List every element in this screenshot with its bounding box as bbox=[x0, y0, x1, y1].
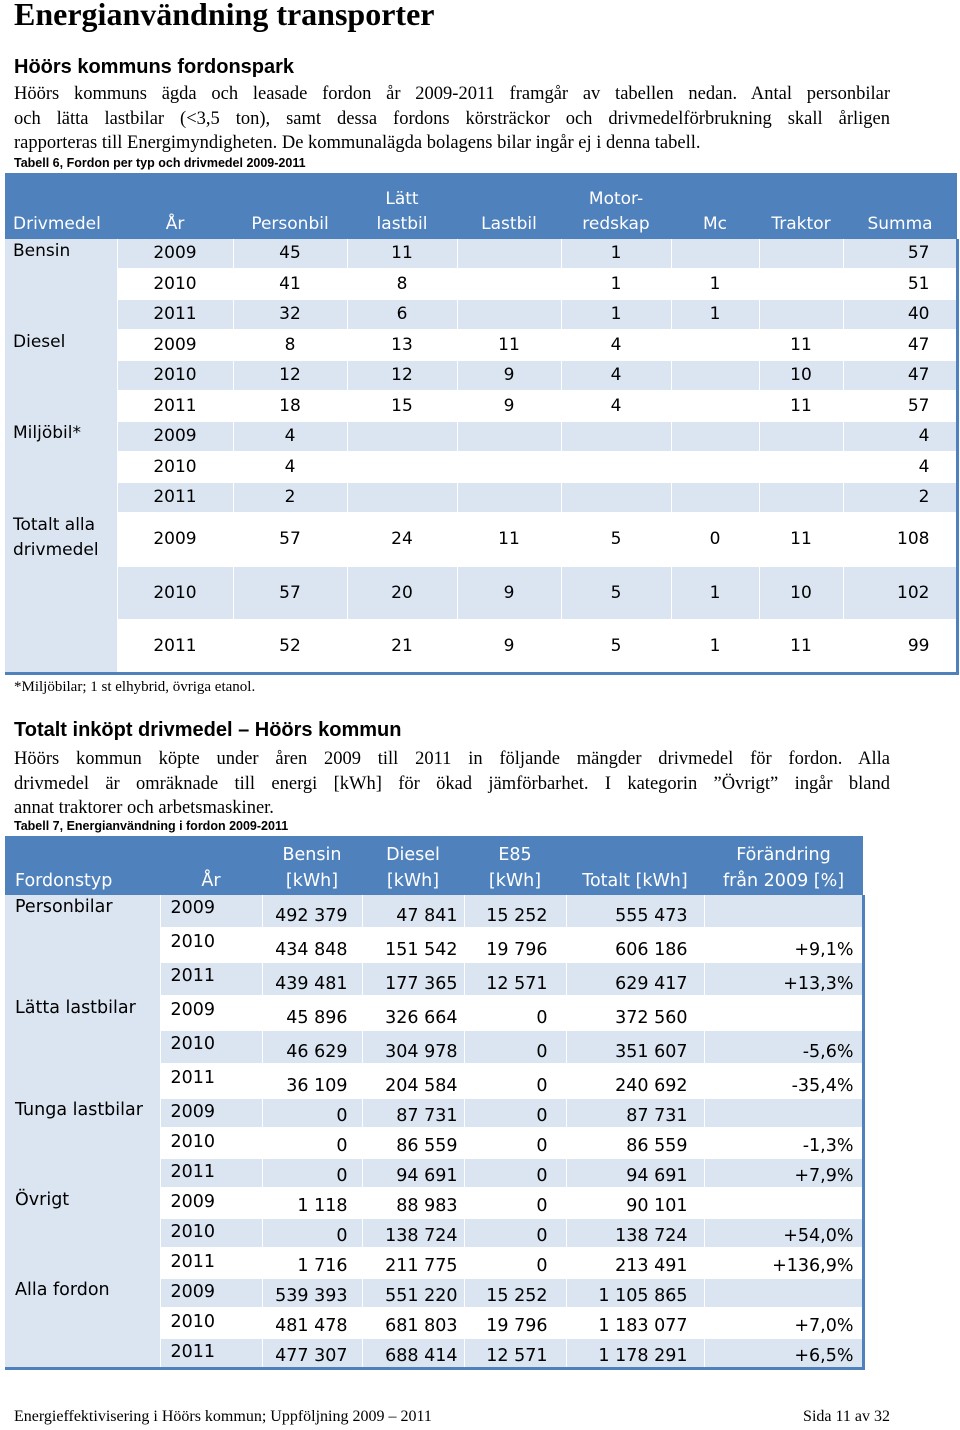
table-cell: 57 bbox=[233, 566, 347, 620]
column-header bbox=[5, 173, 117, 239]
table-cell: 326 664 bbox=[362, 996, 464, 1030]
table-cell: 2009 bbox=[117, 513, 233, 567]
table-cell bbox=[457, 482, 561, 513]
table-cell: 108 bbox=[843, 513, 957, 567]
table-cell: -35,4% bbox=[704, 1064, 863, 1098]
table-cell: 11 bbox=[759, 391, 843, 422]
table-cell: 41 bbox=[233, 269, 347, 300]
table-cell: 15 252 bbox=[464, 1278, 566, 1308]
table-cell: 0 bbox=[464, 1098, 566, 1128]
table-cell: 1 bbox=[671, 299, 759, 330]
table-cell bbox=[759, 421, 843, 452]
table-cell: 177 365 bbox=[362, 962, 464, 996]
table-cell: 86 559 bbox=[362, 1128, 464, 1158]
table-cell: 151 542 bbox=[362, 928, 464, 962]
table-cell: 204 584 bbox=[362, 1064, 464, 1098]
table-cell bbox=[457, 452, 561, 483]
table-cell: 2011 bbox=[160, 1064, 262, 1098]
footer-page-number: Sida 11 av 32 bbox=[803, 1408, 890, 1425]
table-cell: 0 bbox=[464, 1218, 566, 1248]
column-header-line: Mc bbox=[702, 214, 727, 234]
row-group-label-line: Miljöbil* bbox=[13, 423, 81, 443]
section-paragraph-fordonspark bbox=[14, 82, 890, 156]
table-cell: 4 bbox=[843, 452, 957, 483]
table-cell: -5,6% bbox=[704, 1030, 863, 1064]
column-header-line: Bensin bbox=[282, 845, 342, 865]
table-cell: +13,3% bbox=[704, 962, 863, 996]
footer-document-title: Energieffektivisering i Höörs kommun; Uppföljning 2009 – 2011 bbox=[14, 1408, 432, 1425]
table-row bbox=[5, 391, 957, 422]
row-group-label: Övrigt bbox=[5, 1188, 160, 1278]
table-cell: 20 bbox=[347, 566, 457, 620]
table-cell: 555 473 bbox=[566, 895, 704, 928]
table-cell: 1 105 865 bbox=[566, 1278, 704, 1308]
table-footnote: *Miljöbilar; 1 st elhybrid, övriga etanol. bbox=[14, 679, 256, 695]
table-cell: 0 bbox=[464, 1064, 566, 1098]
table-row bbox=[5, 482, 957, 513]
table-cell: 2009 bbox=[117, 330, 233, 361]
column-header-line: lastbil bbox=[376, 214, 428, 234]
column-header-line: E85 bbox=[498, 845, 532, 865]
table-cell: +6,5% bbox=[704, 1338, 863, 1369]
table-cell: 2010 bbox=[117, 269, 233, 300]
table-cell: 0 bbox=[671, 513, 759, 567]
table-cell: 0 bbox=[464, 1188, 566, 1218]
table-cell: 99 bbox=[843, 620, 957, 674]
table-cell: 138 724 bbox=[362, 1218, 464, 1248]
table-cell: 36 109 bbox=[262, 1064, 362, 1098]
table-cell bbox=[759, 452, 843, 483]
column-header-line: Motor- bbox=[588, 189, 644, 209]
column-header-line: Förändring bbox=[736, 845, 831, 865]
column-header bbox=[561, 173, 671, 239]
row-group-label bbox=[5, 421, 117, 513]
column-header bbox=[233, 173, 347, 239]
table-cell: 11 bbox=[457, 330, 561, 361]
table-cell bbox=[704, 996, 863, 1030]
table-cell: 10 bbox=[759, 360, 843, 391]
table-cell: 0 bbox=[464, 1128, 566, 1158]
row-group-label bbox=[5, 330, 117, 422]
table-cell: 9 bbox=[457, 391, 561, 422]
table-cell bbox=[457, 421, 561, 452]
section-heading-fordonspark: Höörs kommuns fordonspark bbox=[14, 56, 295, 78]
table-cell bbox=[704, 1098, 863, 1128]
table-cell: 477 307 bbox=[262, 1338, 362, 1369]
table-cell bbox=[347, 421, 457, 452]
table-cell: 11 bbox=[457, 513, 561, 567]
table-cell: 372 560 bbox=[566, 996, 704, 1030]
table-cell: 2 bbox=[233, 482, 347, 513]
column-header bbox=[160, 836, 262, 895]
column-header-line: redskap bbox=[582, 214, 650, 234]
table-cell: 32 bbox=[233, 299, 347, 330]
paragraph-line: Höörs kommun köpte under åren 2009 till 2011 in följande mängder drivmedel för fordon. Alla bbox=[14, 749, 890, 769]
table-cell: 4 bbox=[233, 421, 347, 452]
table-cell: 551 220 bbox=[362, 1278, 464, 1308]
table-cell: 2 bbox=[843, 482, 957, 513]
table-cell: 2009 bbox=[160, 895, 262, 928]
column-header-line: Fordonstyp bbox=[15, 871, 113, 891]
table-row bbox=[5, 299, 957, 330]
table-cell: 0 bbox=[464, 1158, 566, 1188]
table-cell bbox=[347, 452, 457, 483]
table-cell: 0 bbox=[262, 1098, 362, 1128]
column-header bbox=[117, 173, 233, 239]
table-cell: 47 bbox=[843, 330, 957, 361]
table-cell: 5 bbox=[561, 566, 671, 620]
table-cell: 2011 bbox=[117, 620, 233, 674]
table-cell: 94 691 bbox=[362, 1158, 464, 1188]
row-group-label-line: Diesel bbox=[13, 331, 66, 352]
table-cell bbox=[671, 421, 759, 452]
table-cell: 539 393 bbox=[262, 1278, 362, 1308]
table-cell: 11 bbox=[347, 239, 457, 269]
table-cell: 492 379 bbox=[262, 895, 362, 928]
table-cell: 12 bbox=[347, 360, 457, 391]
table-cell: 2011 bbox=[160, 1248, 262, 1278]
table-row bbox=[5, 1278, 863, 1308]
table-row bbox=[5, 566, 957, 620]
table-cell: 88 983 bbox=[362, 1188, 464, 1218]
paragraph-line: drivmedel är omräknade till energi [kWh] för ökad jämförbarhet. I kategorin ”Övrigt” ingår bland bbox=[14, 773, 890, 794]
table-cell: 8 bbox=[347, 269, 457, 300]
table-cell: 8 bbox=[233, 330, 347, 361]
table-row bbox=[5, 1188, 863, 1218]
table-row bbox=[5, 360, 957, 391]
table-cell: 1 183 077 bbox=[566, 1308, 704, 1338]
table-cell: 45 896 bbox=[262, 996, 362, 1030]
table-row bbox=[5, 895, 863, 928]
table-cell: 4 bbox=[843, 421, 957, 452]
table-cell: 2011 bbox=[117, 391, 233, 422]
table-cell bbox=[759, 239, 843, 269]
table-cell: 5 bbox=[561, 513, 671, 567]
table-cell bbox=[704, 895, 863, 928]
table-cell: 213 491 bbox=[566, 1248, 704, 1278]
column-header bbox=[843, 173, 957, 239]
table-cell: 0 bbox=[464, 996, 566, 1030]
table-row bbox=[5, 269, 957, 300]
table-cell: 57 bbox=[843, 239, 957, 269]
table-cell: 1 bbox=[671, 620, 759, 674]
column-header-line: Diesel bbox=[386, 845, 440, 865]
table-cell bbox=[671, 482, 759, 513]
table-cell: 11 bbox=[759, 330, 843, 361]
table-cell: 51 bbox=[843, 269, 957, 300]
table-row bbox=[5, 996, 863, 1030]
table-cell: 1 bbox=[561, 239, 671, 269]
table-cell: 0 bbox=[262, 1158, 362, 1188]
table-cell: 18 bbox=[233, 391, 347, 422]
table-row bbox=[5, 452, 957, 483]
table-cell bbox=[347, 482, 457, 513]
column-header bbox=[464, 836, 566, 895]
table-cell: 4 bbox=[233, 452, 347, 483]
table-cell: 9 bbox=[457, 566, 561, 620]
table-cell: 9 bbox=[457, 360, 561, 391]
table-cell bbox=[561, 452, 671, 483]
table-cell: 4 bbox=[561, 391, 671, 422]
column-header-line: Totalt [kWh] bbox=[582, 871, 688, 891]
column-header bbox=[457, 173, 561, 239]
table-cell: 2010 bbox=[160, 928, 262, 962]
table-cell: 6 bbox=[347, 299, 457, 330]
table-cell: 87 731 bbox=[566, 1098, 704, 1128]
table-cell: 2009 bbox=[160, 1188, 262, 1218]
table-cell: 5 bbox=[561, 620, 671, 674]
table-cell: 629 417 bbox=[566, 962, 704, 996]
table-cell: 2009 bbox=[117, 239, 233, 269]
table-cell: 138 724 bbox=[566, 1218, 704, 1248]
table-cell: 434 848 bbox=[262, 928, 362, 962]
table-cell: 2009 bbox=[117, 421, 233, 452]
table-cell: 9 bbox=[457, 620, 561, 674]
row-group-label-line: drivmedel bbox=[13, 539, 99, 560]
paragraph-line: Höörs kommuns ägda och leasade fordon år 2009-2011 framgår av tabellen nedan. Antal personbilar bbox=[14, 84, 890, 104]
table-cell: 1 716 bbox=[262, 1248, 362, 1278]
table-cell: 0 bbox=[464, 1030, 566, 1064]
table-cell: 94 691 bbox=[566, 1158, 704, 1188]
column-header bbox=[566, 836, 704, 895]
column-header bbox=[262, 836, 362, 895]
section-heading-drivmedel: Totalt inköpt drivmedel – Höörs kommun bbox=[14, 719, 402, 741]
table-row bbox=[5, 513, 957, 567]
table-cell: 2010 bbox=[160, 1128, 262, 1158]
table-cell: +136,9% bbox=[704, 1248, 863, 1278]
table-cell: 0 bbox=[262, 1218, 362, 1248]
table-caption: Tabell 6, Fordon per typ och drivmedel 2009-2011 bbox=[14, 156, 306, 170]
column-header bbox=[347, 173, 457, 239]
row-group-label-line: Bensin bbox=[13, 241, 71, 261]
table-cell bbox=[457, 269, 561, 300]
table-cell: 57 bbox=[233, 513, 347, 567]
table-cell bbox=[759, 299, 843, 330]
table-cell: 102 bbox=[843, 566, 957, 620]
row-group-label-line: Totalt alla bbox=[13, 514, 96, 535]
table-cell: 12 571 bbox=[464, 962, 566, 996]
table-cell: 2010 bbox=[117, 360, 233, 391]
table-cell: 90 101 bbox=[566, 1188, 704, 1218]
table-cell: 46 629 bbox=[262, 1030, 362, 1064]
table-cell bbox=[671, 330, 759, 361]
table-cell: 481 478 bbox=[262, 1308, 362, 1338]
table-cell: 10 bbox=[759, 566, 843, 620]
table-cell: 2011 bbox=[117, 299, 233, 330]
table-cell: 2010 bbox=[160, 1218, 262, 1248]
table-cell: 11 bbox=[759, 620, 843, 674]
table-cell: +7,9% bbox=[704, 1158, 863, 1188]
column-header bbox=[704, 836, 863, 895]
table-cell: 2010 bbox=[160, 1030, 262, 1064]
table-cell: 45 bbox=[233, 239, 347, 269]
table-cell: 2010 bbox=[160, 1308, 262, 1338]
table-cell bbox=[671, 360, 759, 391]
vehicle-fuel-table bbox=[5, 173, 959, 675]
table-cell: 47 841 bbox=[362, 895, 464, 928]
table-row bbox=[5, 1098, 863, 1128]
table-cell: 86 559 bbox=[566, 1128, 704, 1158]
table-cell: 1 bbox=[671, 566, 759, 620]
table-cell: 1 178 291 bbox=[566, 1338, 704, 1369]
table-cell: 2009 bbox=[160, 1098, 262, 1128]
column-header bbox=[362, 836, 464, 895]
table-cell: 2011 bbox=[160, 1338, 262, 1369]
table-row bbox=[5, 421, 957, 452]
table-cell: 40 bbox=[843, 299, 957, 330]
table-cell: 4 bbox=[561, 360, 671, 391]
table-cell: 11 bbox=[759, 513, 843, 567]
table-cell: 606 186 bbox=[566, 928, 704, 962]
table-cell bbox=[561, 482, 671, 513]
column-header-line: Summa bbox=[867, 214, 933, 234]
table-row bbox=[5, 330, 957, 361]
paragraph-line: rapporteras till Energimyndigheten. De kommunalägda bolagens bilar ingår ej i denna tabell. bbox=[14, 133, 701, 153]
table-cell: 439 481 bbox=[262, 962, 362, 996]
table-cell: 12 571 bbox=[464, 1338, 566, 1369]
table-cell bbox=[759, 482, 843, 513]
column-header-line: Drivmedel bbox=[13, 214, 101, 234]
column-header-line: Lastbil bbox=[481, 214, 537, 234]
table-cell: 2010 bbox=[117, 566, 233, 620]
table-cell: 211 775 bbox=[362, 1248, 464, 1278]
table-cell: 2011 bbox=[160, 1158, 262, 1188]
row-group-label: Tunga lastbilar bbox=[5, 1098, 160, 1188]
table-cell: 4 bbox=[561, 330, 671, 361]
row-group-label: Personbilar bbox=[5, 895, 160, 996]
row-group-label: Lätta lastbilar bbox=[5, 996, 160, 1098]
table-cell: 240 692 bbox=[566, 1064, 704, 1098]
table-row bbox=[5, 239, 957, 269]
table-cell bbox=[561, 421, 671, 452]
table-cell bbox=[671, 239, 759, 269]
page-title: Energianvändning transporter bbox=[14, 0, 435, 32]
table-cell: 0 bbox=[464, 1248, 566, 1278]
table-cell: 1 bbox=[671, 269, 759, 300]
column-header-line: Lätt bbox=[385, 189, 419, 209]
table-cell: 12 bbox=[233, 360, 347, 391]
table-cell bbox=[671, 452, 759, 483]
table-cell: 13 bbox=[347, 330, 457, 361]
table-cell: -1,3% bbox=[704, 1128, 863, 1158]
table-cell: 57 bbox=[843, 391, 957, 422]
table-cell: 15 bbox=[347, 391, 457, 422]
table-cell: +54,0% bbox=[704, 1218, 863, 1248]
column-header-line: [kWh] bbox=[488, 871, 542, 891]
table-cell: 688 414 bbox=[362, 1338, 464, 1369]
section-paragraph-drivmedel bbox=[14, 747, 890, 821]
row-group-label bbox=[5, 513, 117, 674]
table-cell: 2011 bbox=[117, 482, 233, 513]
table-cell: 2011 bbox=[160, 962, 262, 996]
table-cell: 15 252 bbox=[464, 895, 566, 928]
table-cell: 24 bbox=[347, 513, 457, 567]
table-cell: 87 731 bbox=[362, 1098, 464, 1128]
table-cell: 2010 bbox=[117, 452, 233, 483]
table-cell bbox=[457, 239, 561, 269]
table-cell bbox=[457, 299, 561, 330]
table-cell: +7,0% bbox=[704, 1308, 863, 1338]
column-header-line: Personbil bbox=[251, 214, 329, 234]
table-cell: 1 bbox=[561, 299, 671, 330]
row-group-label bbox=[5, 239, 117, 330]
column-header-line: [kWh] bbox=[386, 871, 440, 891]
paragraph-line: annat traktorer och arbetsmaskiner. bbox=[14, 798, 274, 818]
column-header-line: År bbox=[165, 214, 185, 234]
table-cell bbox=[704, 1278, 863, 1308]
column-header-line: År bbox=[201, 871, 221, 891]
table-cell: 2009 bbox=[160, 1278, 262, 1308]
table-cell: 52 bbox=[233, 620, 347, 674]
table-cell: 19 796 bbox=[464, 928, 566, 962]
table-cell: 304 978 bbox=[362, 1030, 464, 1064]
table-cell: 351 607 bbox=[566, 1030, 704, 1064]
column-header bbox=[671, 173, 759, 239]
column-header bbox=[759, 173, 843, 239]
table-cell bbox=[759, 269, 843, 300]
paragraph-line: och lätta lastbilar (<3,5 ton), samt dessa fordons körsträckor och drivmedelförbrukning skall årligen bbox=[14, 108, 890, 129]
table-cell: 47 bbox=[843, 360, 957, 391]
energy-use-table bbox=[5, 836, 865, 1370]
table-cell: +9,1% bbox=[704, 928, 863, 962]
table-cell: 1 bbox=[561, 269, 671, 300]
table-cell: 2009 bbox=[160, 996, 262, 1030]
table-caption: Tabell 7, Energianvändning i fordon 2009-2011 bbox=[14, 819, 289, 833]
table-cell bbox=[704, 1188, 863, 1218]
table-cell: 0 bbox=[262, 1128, 362, 1158]
column-header-line: [kWh] bbox=[285, 871, 339, 891]
row-group-label: Alla fordon bbox=[5, 1278, 160, 1369]
column-header-line: från 2009 [%] bbox=[722, 871, 845, 891]
table-cell: 681 803 bbox=[362, 1308, 464, 1338]
table-cell: 19 796 bbox=[464, 1308, 566, 1338]
table-cell: 21 bbox=[347, 620, 457, 674]
column-header-line: Traktor bbox=[771, 214, 831, 234]
column-header bbox=[5, 836, 160, 895]
table-cell: 1 118 bbox=[262, 1188, 362, 1218]
table-cell bbox=[671, 391, 759, 422]
table-row bbox=[5, 620, 957, 674]
